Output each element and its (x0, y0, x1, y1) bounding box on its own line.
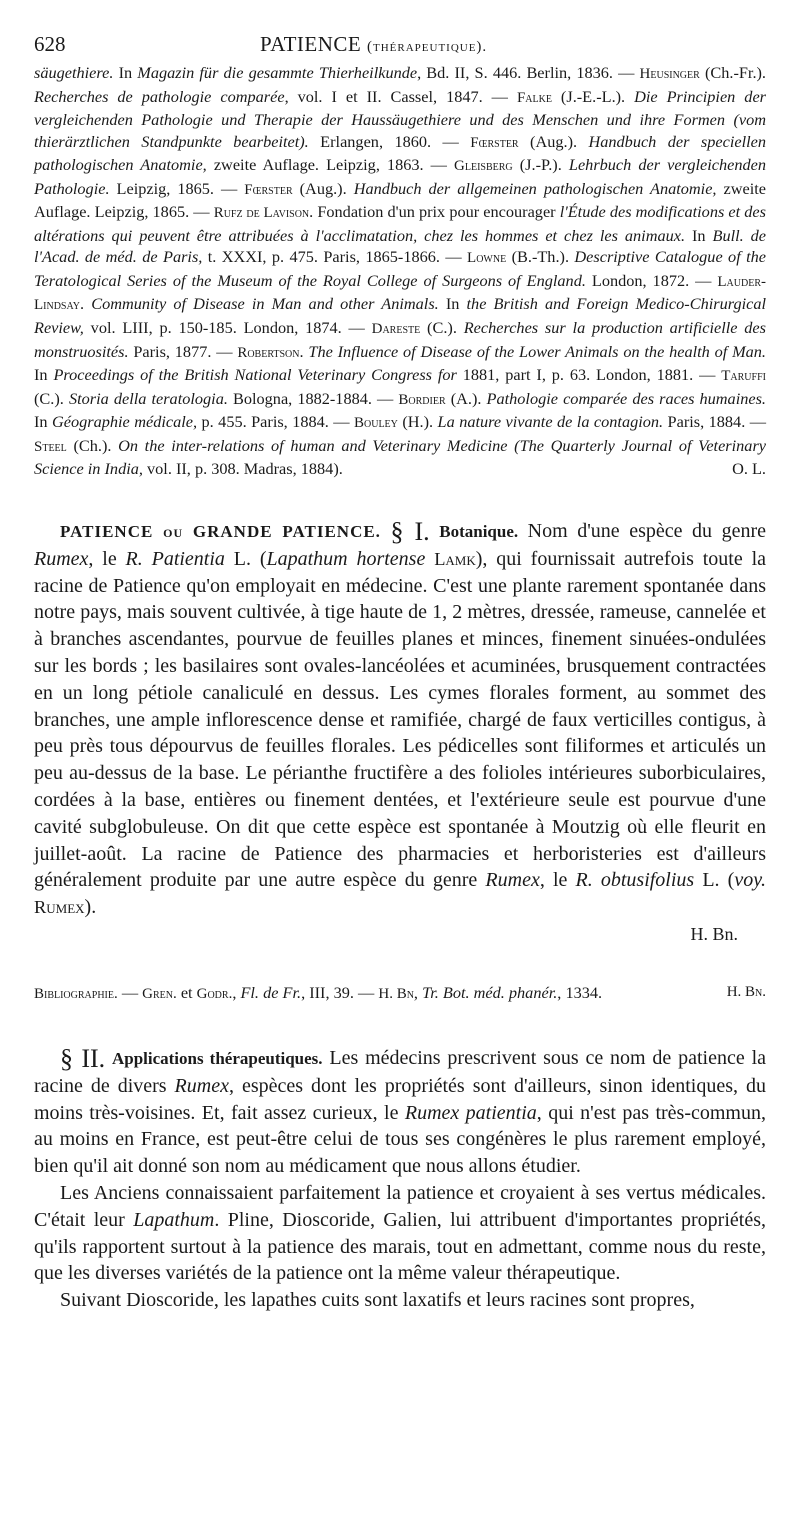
bib-text: vol. II, p. 308. Madras, 1884). (142, 459, 343, 479)
body-author: Rumex (34, 897, 85, 918)
bib-text: (C.). (420, 318, 464, 338)
bib-author: Gren. (142, 986, 177, 1002)
botany-bibliography (34, 982, 766, 1006)
therapeutics-paragraph: Suivant Dioscoride, les lapathes cuits sont laxatifs et leurs racines sont propres, (60, 1289, 695, 1312)
bib-text: et (176, 983, 197, 1002)
body-text: ), qui fournissait autrefois toute la racine de Patience qu'on employait en médecine. C'est une plante rarement spontanée dans notre pays, mais souvent cultivée, à tige haute de 1, 2 mètres, dressée, rameuse, cannelée et à branches ascendantes, pourvue de feuilles planes et minces, finement sinuées-ondulées sur les bords ; les basilaires sont ovales-lancéolées et acuminées, brusquement contractées en un long pétiole canaliculé en dessus. Les cymes florales forment, au sommet des branches, une ample inflorescence dense et ramifiée, chargé de faux verticilles contigus, à peu près tous dépourvus de feuilles florales. Les pédicelles sont filiformes et articulés un peu au-dessus de la base. Le périanthe fructifère a des folioles intérieures suborbiculaires, cordées à la base, entières ou finement dentées, et l'extérieure seule est pourvue d'une cavité subglobuleuse. On dit que cette espèce est spontanée à Moutzig où elle fleurit en juillet-août. La racine de Patience des pharmacies et herboristeries est d'ailleurs généralement produite par une autre espèce du genre (34, 547, 767, 892)
bib-text: p. 455. Paris, 1884. — (197, 412, 355, 432)
body-text: L. ( (694, 869, 735, 892)
bib-text: Lehrbuch der vergleichenden Pathologie. (34, 155, 767, 198)
bib-text: In (34, 412, 53, 432)
section-mark: § II. (60, 1044, 106, 1073)
bibliography-signature: H. Bn. (726, 984, 766, 1000)
body-text: . Pline, Dioscoride, Galien, lui attribuent d'importantes propriétés, qu'ils rapportent surtout à la patience des marais, tout en admettant, comme nous du reste, que les diverses variétés de la patience ont la même valeur thérapeutique. (34, 1208, 766, 1285)
bib-text: (A.). (445, 388, 487, 408)
bib-text: La nature vivante de la contagion. (437, 412, 664, 432)
bib-author: Fœrster (470, 134, 519, 151)
body-text: Rumex patientia (404, 1101, 537, 1124)
page-number: 628 (34, 32, 66, 56)
body-text: L. ( (224, 547, 267, 570)
body-text: Les Anciens connaissaient parfaitement la patience et croyaient à ses vertus médicales. C'était leur (34, 1181, 766, 1231)
bib-author: Steel (34, 438, 67, 455)
body-text: R. obtusifolius (575, 869, 695, 892)
bib-text: , Bd. II, S. 446. Berlin, 1836. — (417, 63, 640, 82)
bib-text: (B.-Th.). (506, 247, 575, 267)
body-text: Les médecins prescrivent sous ce nom de patience la racine de divers (34, 1047, 767, 1097)
bib-text: Pathologie comparée des races humaines. (486, 388, 766, 408)
body-text: , le (88, 547, 126, 570)
bib-text: Proceedings of the British National Veterinary Congress for (53, 365, 457, 385)
bib-text: zweite Auflage. Leipzig, 1865. — (34, 178, 766, 222)
body-text: Rumex (34, 547, 89, 570)
article-heading: PATIENCE ou GRANDE PATIENCE. (60, 522, 381, 541)
section-title: Botanique. (439, 522, 519, 541)
bib-author: Bordier (398, 391, 446, 408)
body-author: Lamk (434, 548, 476, 569)
bib-text: Magazin für die gesammte Thierheilkunde (137, 63, 418, 82)
bib-text: 1881, part I, p. 63. London, 1881. — (456, 365, 722, 385)
bib-text: , (413, 983, 423, 1002)
bib-author: Rufz de Lavison (213, 205, 310, 222)
bib-author: Lowne (467, 250, 507, 267)
bib-text: On the inter-relations of human and Veterinary Medicine (The Quarterly Journal of Veterinary Science in India, (34, 435, 767, 479)
bibliography-label: Bibliographie. (34, 986, 118, 1002)
body-text: ). (84, 896, 97, 919)
section-title: Applications thérapeutiques. (111, 1049, 323, 1068)
therapeutics-paragraph (34, 1045, 766, 1180)
bib-author: Gleisberg (454, 158, 513, 175)
body-text: R. Patientia (125, 547, 225, 570)
section-mark: § I. (390, 517, 430, 546)
bib-text: The Influence of Disease of the Lower Animals on the health of Man. (308, 341, 766, 361)
bib-text: zweite Auflage. Leipzig, 1863. — (206, 155, 455, 175)
running-title (260, 32, 487, 57)
bib-text: Community of Disease in Man and other Animals. (91, 294, 439, 314)
body-text: Lapathum (133, 1208, 215, 1231)
bib-text: Recherches de pathologie comparée (34, 86, 285, 106)
therapeutics-section (34, 1045, 766, 1314)
bib-author: Fœrster (244, 181, 293, 198)
therapeutics-paragraph (34, 1180, 766, 1287)
bib-text: vol. LIII, p. 150-185. London, 1874. — (83, 318, 372, 338)
bib-text: , vol. I et II. Cassel, 1847. — (284, 86, 517, 106)
bib-text: — (117, 983, 143, 1002)
bib-text: Handbuch der allgemeinen pathologischen Anatomie, (353, 178, 717, 198)
botany-section (34, 518, 766, 948)
bib-text: In (34, 365, 54, 385)
bib-text: , 1334. (557, 983, 603, 1002)
bib-text: Handbuch der speciellen pathologischen Anatomie, (34, 131, 767, 175)
bib-text: the British and Foreign Medico-Chirurgical Review, (34, 294, 767, 338)
bibliography-continued (34, 62, 766, 480)
bib-text: . Fondation d'un prix pour encourager (309, 202, 560, 222)
bib-text: Die Principien der vergleichenden Pathologie und Therapie der Haussäugethiere und des Menschen und ihre Formen (vom thierärztlichen Standpunkte bearbeitet). (34, 86, 767, 151)
bib-text: Storia della teratologia. (68, 388, 228, 408)
body-text: Lapathum hortense (266, 547, 426, 570)
bib-text: Tr. Bot. méd. phanér. (422, 983, 558, 1002)
bib-text: Leipzig, 1865. — (109, 178, 245, 198)
body-text (425, 548, 434, 570)
bib-author: Taruffi (721, 368, 766, 385)
bib-text: Paris, 1877. — (128, 341, 238, 361)
running-header (34, 32, 766, 56)
bib-text: (Ch.-Fr.). (699, 63, 767, 82)
bib-text: London, 1872. — (585, 270, 718, 290)
bib-author: Dareste (371, 321, 421, 338)
bib-text: (Aug.). (518, 131, 589, 151)
bib-author: Heusinger (639, 66, 700, 82)
bib-author: Bouley (354, 415, 398, 432)
botany-signature: H. Bn. (690, 923, 738, 944)
bib-text: In (685, 225, 713, 245)
bib-text: Erlangen, 1860. — (308, 131, 471, 151)
bib-text: säugethiere. (34, 63, 114, 82)
botany-paragraph (34, 518, 766, 921)
bib-text: (J.-E.-L.). (551, 86, 635, 106)
bib-text: , III, 39. — (301, 983, 379, 1002)
bib-author: H. Bn (378, 986, 414, 1002)
body-text: Rumex (485, 869, 540, 892)
body-text: Rumex (174, 1074, 229, 1097)
bib-text: (Aug.). (292, 178, 354, 198)
bib-text: Descriptive Catalogue of the Teratological Series of the Museum of the Royal College of Surgeons of England. (34, 247, 767, 290)
running-title-sub: (thérapeutique). (367, 39, 488, 55)
bibliography-signature: O. L. (732, 459, 766, 479)
body-text: , qui n'est pas très-commun, au moins en France, est peut-être celui de tous ses congénères le plus rarement employé, bien qu'il ait donné son nom au médicament que nous allons étudier. (34, 1101, 766, 1178)
bib-text: , (232, 983, 241, 1002)
bib-text: Bologna, 1882-1884. — (227, 388, 399, 408)
body-text: voy. (734, 869, 766, 892)
bib-text: In (438, 294, 467, 314)
bib-text: Recherches sur la production artificielle des monstruosités. (34, 318, 766, 361)
bib-text: Paris, 1884. — (663, 412, 766, 432)
bib-text: (C.). (34, 388, 69, 408)
bib-text: Bull. de l'Acad. de méd. de Paris, (34, 225, 767, 267)
bib-text: (H.). (397, 412, 438, 432)
body-text: , le (539, 869, 576, 892)
bib-text: . (299, 341, 309, 361)
bib-text: l'Étude des modifications et des altérations qui peuvent être attribuées à l'acclimatation, chez les hommes et chez les animaux. (34, 202, 766, 245)
body-text: , espèces dont les propriétés sont d'ailleurs, sinon identiques, du moins très-voisines. Et, fait assez curieux, le (34, 1074, 766, 1124)
bib-author: Lauder-Lindsay (34, 273, 766, 314)
bib-text: Fl. de Fr. (240, 983, 302, 1002)
bib-text: . (80, 294, 92, 314)
bib-text: In (113, 63, 138, 82)
bib-text: t. XXXI, p. 475. Paris, 1865-1866. — (202, 247, 468, 267)
bib-author: Godr. (196, 986, 233, 1002)
bib-text: (J.-P.). (512, 155, 569, 175)
body-text: Nom d'une espèce du genre (518, 520, 767, 542)
running-title-main: PATIENCE (260, 32, 362, 56)
bib-author: Falke (516, 89, 552, 106)
bib-text: (Ch.). (66, 435, 119, 455)
bib-text: Géographie médicale, (52, 412, 198, 432)
bib-author: Robertson (237, 344, 300, 361)
